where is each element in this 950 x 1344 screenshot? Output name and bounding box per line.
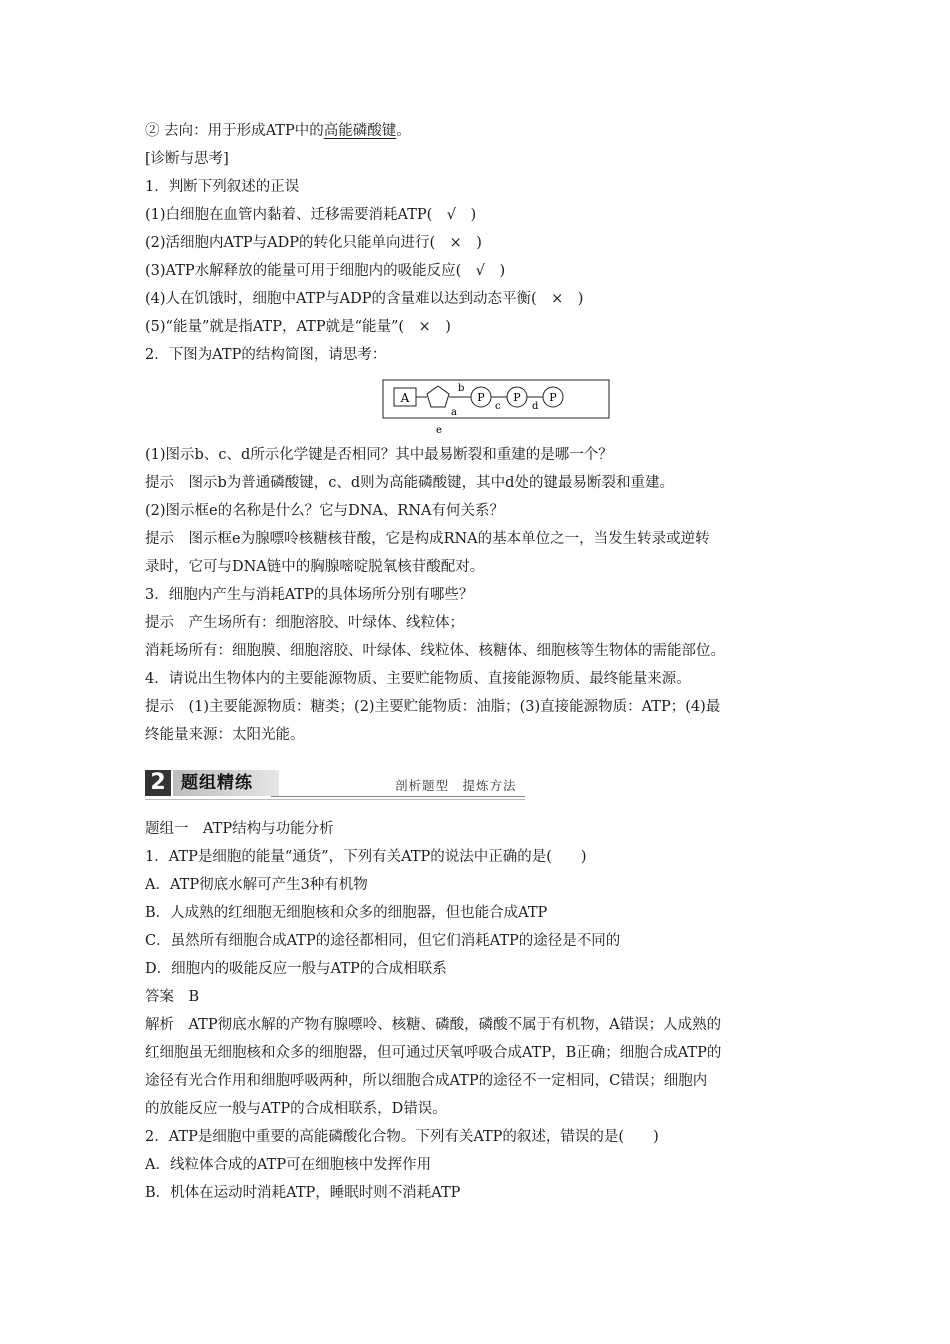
label-c: c <box>495 401 501 412</box>
option-c: C．虽然所有细胞合成ATP的途径都相同，但它们消耗ATP的途径是不同的 <box>145 933 621 949</box>
atp-structure-diagram <box>382 378 610 438</box>
analysis-text: 的放能反应一般与ATP的合成相联系，D错误。 <box>145 1101 447 1117</box>
section-heading: [诊断与思考] <box>145 151 229 167</box>
section-title: 题组精练 <box>173 770 279 796</box>
option-a: A．ATP彻底水解可产生3种有机物 <box>145 877 368 893</box>
svg-text:P: P <box>549 391 557 404</box>
adenine-label: A <box>400 391 410 405</box>
analysis-text: 红细胞虽无细胞核和众多的细胞器，但可通过厌氧呼吸合成ATP，B正确；细胞合成ATP的 <box>145 1045 722 1061</box>
question-title: 1．判断下列叙述的正误 <box>145 179 300 195</box>
analysis-text: 解析 ATP彻底水解的产物有腺嘌呤、核糖、磷酸，磷酸不属于有机物，A错误；人成熟的 <box>145 1017 722 1033</box>
text-line: ② 去向：用于形成ATP中的高能磷酸键。 <box>145 123 411 139</box>
sub-question: (1)图示b、c、d所示化学键是否相同？其中最易断裂和重建的是哪一个？ <box>145 447 613 463</box>
hint-text: 消耗场所有：细胞膜、细胞溶胶、叶绿体、线粒体、核糖体、细胞核等生物体的需能部位。 <box>145 643 725 659</box>
sub-question: (2)图示框e的名称是什么？它与DNA、RNA有何关系？ <box>145 503 504 519</box>
option-d: D．细胞内的吸能反应一般与ATP的合成相联系 <box>145 961 447 977</box>
judgement-item: (3)ATP水解释放的能量可用于细胞内的吸能反应( √ ) <box>145 263 506 279</box>
ribose-pentagon <box>427 386 449 407</box>
section-header <box>145 768 525 800</box>
group-title: 题组一 ATP结构与功能分析 <box>145 821 334 837</box>
question-title: 2．下图为ATP的结构简图，请思考： <box>145 347 387 363</box>
hint-text: 提示 图示b为普通磷酸键，c、d则为高能磷酸键，其中d处的键最易断裂和重建。 <box>145 475 674 491</box>
label-e: e <box>436 425 442 436</box>
option-b: B．机体在运动时消耗ATP，睡眠时则不消耗ATP <box>145 1185 461 1201</box>
option-a: A．线粒体合成的ATP可在细胞核中发挥作用 <box>145 1157 432 1173</box>
underlined-term: 高能磷酸键 <box>323 123 397 139</box>
hint-text: 提示 (1)主要能源物质：糖类；(2)主要贮能物质：油脂；(3)直接能源物质：ATP；(4)最 <box>145 699 721 715</box>
label-d: d <box>532 401 539 412</box>
question-title: 4．请说出生物体内的主要能源物质、主要贮能物质、直接能源物质、最终能量来源。 <box>145 671 691 687</box>
analysis-text: 途径有光合作用和细胞呼吸两种，所以细胞合成ATP的途径不一定相同，C错误；细胞内 <box>145 1073 708 1089</box>
answer: 答案 B <box>145 989 200 1005</box>
judgement-item: (4)人在饥饿时，细胞中ATP与ADP的含量难以达到动态平衡( × ) <box>145 291 584 307</box>
hint-text: 终能量来源：太阳光能。 <box>145 727 305 743</box>
question-stem: 1．ATP是细胞的能量“通货”，下列有关ATP的说法中正确的是( ) <box>145 849 587 865</box>
hint-text: 提示 产生场所有：细胞溶胶、叶绿体、线粒体； <box>145 615 464 631</box>
section-number: 2 <box>145 770 171 796</box>
divider <box>145 799 525 800</box>
svg-text:P: P <box>513 391 521 404</box>
label-a: a <box>451 407 457 418</box>
svg-text:P: P <box>477 391 485 404</box>
section-subtitle: 剖析题型 提炼方法 <box>395 778 517 793</box>
outer-frame <box>383 380 609 418</box>
label-b: b <box>458 383 465 394</box>
question-stem: 2．ATP是细胞中重要的高能磷酸化合物。下列有关ATP的叙述，错误的是( ) <box>145 1129 659 1145</box>
divider <box>271 796 525 797</box>
judgement-item: (1)白细胞在血管内黏着、迁移需要消耗ATP( √ ) <box>145 207 477 223</box>
option-b: B．人成熟的红细胞无细胞核和众多的细胞器，但也能合成ATP <box>145 905 548 921</box>
judgement-item: (5)“能量”就是指ATP，ATP就是“能量”( × ) <box>145 319 451 335</box>
hint-text: 提示 图示框e为腺嘌呤核糖核苷酸，它是构成RNA的基本单位之一，当发生转录或逆转 <box>145 531 710 547</box>
hint-text: 录时，它可与DNA链中的胸腺嘧啶脱氧核苷酸配对。 <box>145 559 485 575</box>
question-title: 3．细胞内产生与消耗ATP的具体场所分别有哪些？ <box>145 587 474 603</box>
judgement-item: (2)活细胞内ATP与ADP的转化只能单向进行( × ) <box>145 235 482 251</box>
